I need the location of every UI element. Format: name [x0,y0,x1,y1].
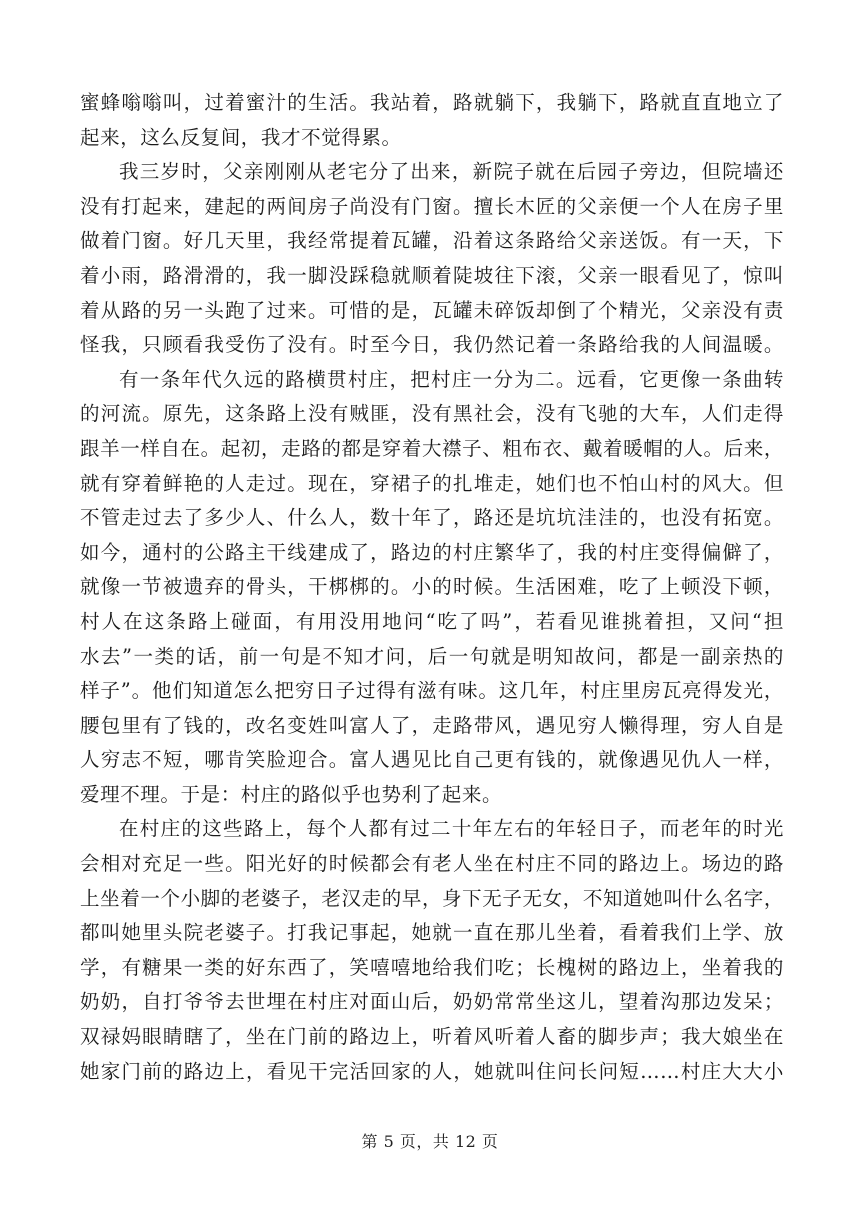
text-line: 上坐着一个小脚的老婆子，老汉走的早，身下无子无女，不知道她叫什么名字， [80,886,784,910]
text-line: 如今，通村的公路主干线建成了，路边的村庄繁华了，我的村庄变得偏僻了， [80,540,784,564]
text-line: 的河流。原先，这条路上没有贼匪，没有黑社会，没有飞驰的大车，人们走得 [80,402,784,426]
paragraph-2 [80,155,784,363]
text-line: 学，有糖果一类的好东西了，笑嘻嘻地给我们吃；长槐树的路边上，坐着我的 [80,955,784,979]
text-line: 她家门前的路边上，看见干完活回家的人，她就叫住问长问短……村庄大大小 [80,1059,784,1083]
text-line: 人穷志不短，哪肯笑脸迎合。富人遇见比自己更有钱的，就像遇见仇人一样， [80,748,784,772]
text-line: 蜜蜂嗡嗡叫，过着蜜汁的生活。我站着，路就躺下，我躺下，路就直直地立了 [80,91,784,114]
paragraph-4 [80,812,784,1089]
text-line: 着从路的另一头跑了过来。可惜的是，瓦罐未碎饭却倒了个精光，父亲没有责 [80,298,784,322]
paragraph-3 [80,363,784,813]
text-line: 会相对充足一些。阳光好的时候都会有老人坐在村庄不同的路边上。场边的路 [80,852,784,876]
text-line: 都叫她里头院老婆子。打我记事起，她就一直在那儿坐着，看着我们上学、放 [80,921,784,945]
text-line: 爱理不理。于是：村庄的路似乎也势利了起来。 [80,782,503,806]
body-text [80,86,784,1089]
text-line: 就像一节被遗弃的骨头，干梆梆的。小的时候。生活困难，吃了上顿没下顿， [80,575,784,599]
page-number: 第 5 页，共 12 页 [361,1132,499,1151]
text-line: 就有穿着鲜艳的人走过。现在，穿裙子的扎堆走，她们也不怕山村的风大。但 [80,471,784,495]
text-line: 样子”。他们知道怎么把穷日子过得有滋有味。这几年，村庄里房瓦亮得发光， [80,679,784,703]
text-line: 在村庄的这些路上，每个人都有过二十年左右的年轻日子，而老年的时光 [119,817,784,841]
text-line: 我三岁时，父亲刚刚从老宅分了出来，新院子就在后园子旁边，但院墙还 [119,160,784,184]
text-line: 双禄妈眼睛瞎了，坐在门前的路边上，听着风听着人畜的脚步声；我大娘坐在 [80,1025,784,1049]
text-line: 做着门窗。好几天里，我经常提着瓦罐，沿着这条路给父亲送饭。有一天，下 [80,229,784,253]
text-line: 没有打起来，建起的两间房子尚没有门窗。擅长木匠的父亲便一个人在房子里 [80,194,784,218]
text-line: 起来，这么反复间，我才不觉得累。 [80,125,402,149]
text-line: 跟羊一样自在。起初，走路的都是穿着大襟子、粗布衣、戴着暖帽的人。后来， [80,436,784,460]
paragraph-1 [80,86,784,155]
text-line: 怪我，只顾看我受伤了没有。时至今日，我仍然记着一条路给我的人间温暖。 [80,333,784,357]
text-line: 奶奶，自打爷爷去世埋在村庄对面山后，奶奶常常坐这儿，望着沟那边发呆； [80,990,784,1014]
text-line: 不管走过去了多少人、什么人，数十年了，路还是坑坑洼洼的，也没有拓宽。 [80,506,784,530]
text-line: 村人在这条路上碰面，有用没用地问“吃了吗”，若看见谁挑着担，又问“担 [80,609,784,633]
text-line: 着小雨，路滑滑的，我一脚没踩稳就顺着陡坡往下滚，父亲一眼看见了，惊叫 [80,263,784,287]
text-line: 有一条年代久远的路横贯村庄，把村庄一分为二。远看，它更像一条曲转 [119,367,784,391]
text-line: 腰包里有了钱的，改名变姓叫富人了，走路带风，遇见穷人懒得理，穷人自是 [80,713,784,737]
text-line: 水去”一类的话，前一句是不知才问，后一句就是明知故问，都是一副亲热的 [80,644,784,668]
